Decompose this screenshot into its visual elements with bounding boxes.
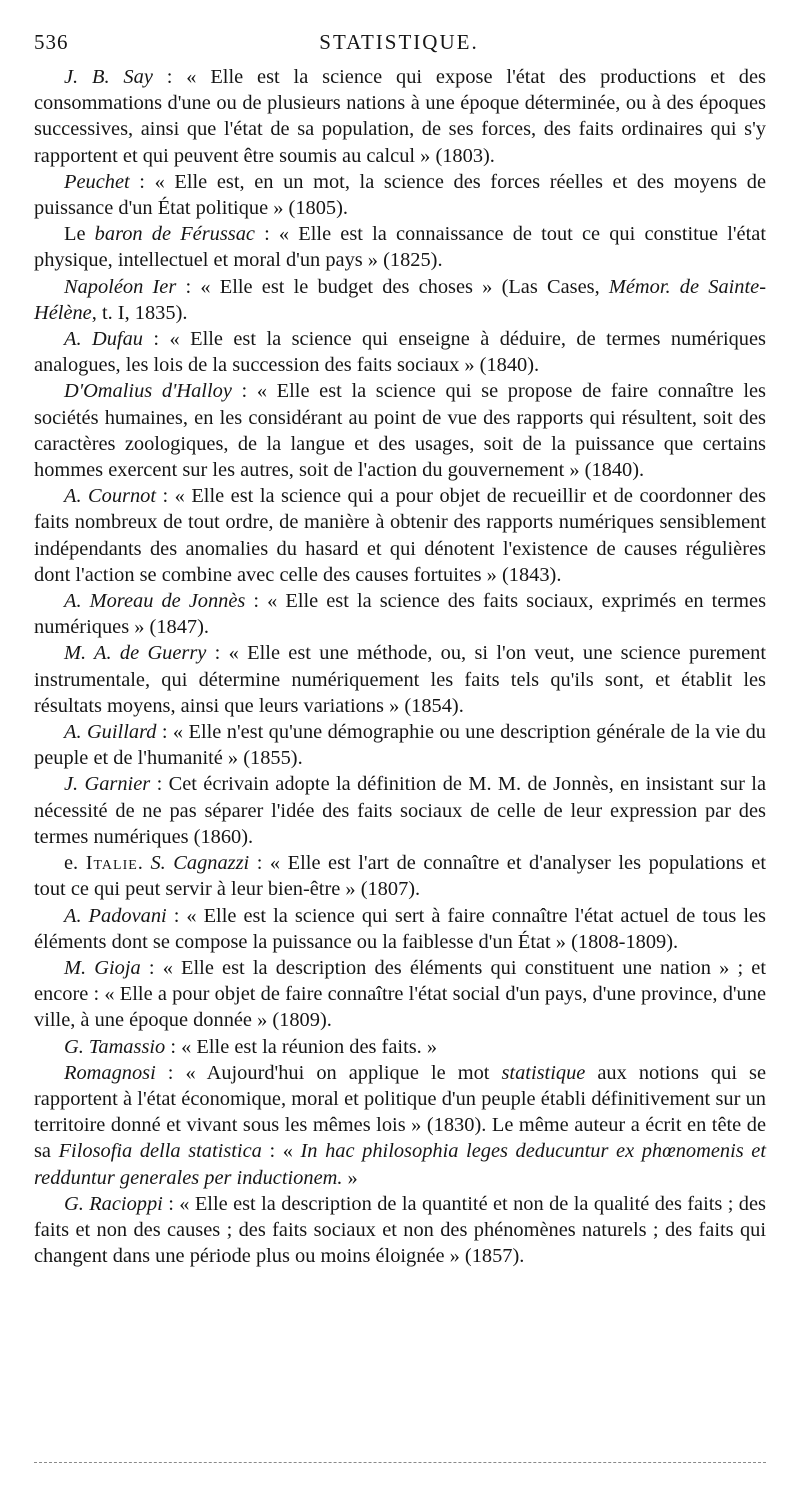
- italic-text: Filosofia della statistica: [58, 1140, 262, 1163]
- entry-text: : « Elle est la science qui enseigne à déduire, de termes numériques analogues, les lois de la succession des faits sociaux » (1840).: [34, 328, 766, 377]
- author-name: G. Tamassio: [64, 1035, 166, 1058]
- author-name: Peuchet: [64, 170, 130, 193]
- author-name: M. A. de Guerry: [64, 642, 207, 665]
- entry-text: e.: [64, 852, 86, 875]
- author-name: A. Cournot: [64, 485, 157, 508]
- definitions-list: [34, 64, 766, 1269]
- entry-text: : « Elle est la description de la quantité et non de la qualité des faits ; des faits et non des causes ; des faits sociaux et non des phénomènes naturels ; des faits qui changent dans une période plus ou moins éloignée » (1857).: [34, 1192, 766, 1268]
- definition-entry: [34, 903, 766, 955]
- section-label: Italie: [85, 852, 138, 875]
- author-name: A. Guillard: [64, 721, 157, 744]
- italic-text: In hac philosophia leges deducuntur ex phœnomenis et redduntur generales per inductionem.: [34, 1140, 766, 1189]
- author-name: J. B. Say: [64, 66, 153, 88]
- entry-text: : « Elle est la science des faits sociaux, exprimés en termes numériques » (1847).: [34, 590, 767, 639]
- author-name: baron de Férussac: [94, 223, 255, 246]
- definition-entry: [34, 719, 766, 771]
- entry-text: : « Aujourd'hui on applique le mot: [155, 1061, 502, 1084]
- entry-text: : « Elle est la description des éléments qui constituent une nation » ; et encore : « Elle a pour objet de faire connaître l'état social d'un pays, d'une province, d'une ville, à une époque donnée » (1809).: [34, 956, 766, 1032]
- definition-entry: [34, 955, 766, 1034]
- definition-entry: [34, 274, 766, 326]
- definition-entry: [34, 1060, 766, 1191]
- entry-text: : « Elle est une méthode, ou, si l'on veut, une science purement instrumentale, qui détermine numériquement les faits tels qu'ils sont, et établit les résultats moyens, ainsi que leurs variations » (1854).: [34, 642, 766, 717]
- entry-text: : «: [261, 1140, 301, 1163]
- definition-entry: [34, 378, 766, 483]
- definition-entry: [34, 771, 766, 850]
- entry-text: : « Elle est la science qui a pour objet de recueillir et de coordonner des faits nombreux de tout ordre, de manière à obtenir des rapports numériques sensiblement indépendants des anomalies du hasard et qui dénotent l'existence de causes régulières dont l'action se combine avec celle des causes fortuites » (1843).: [34, 485, 766, 586]
- author-name: A. Padovani: [64, 904, 167, 927]
- author-name: D'Omalius d'Halloy: [64, 380, 232, 403]
- definition-entry: [34, 588, 766, 640]
- definition-entry: [34, 64, 766, 169]
- definition-entry: [34, 169, 766, 221]
- italic-text: Mémor. de Sainte-Hélène: [34, 275, 767, 324]
- entry-text: : « Elle est la connaissance de tout ce qui constitue l'état physique, intellectuel et moral d'un pays » (1825).: [34, 223, 766, 272]
- definition-entry: [34, 483, 766, 588]
- running-title: STATISTIQUE.: [319, 30, 479, 54]
- definition-entry: [34, 221, 766, 273]
- author-name: J. Garnier: [64, 773, 151, 796]
- author-name: A. Moreau de Jonnès: [64, 590, 246, 613]
- author-name: S. Cagnazzi: [150, 852, 250, 875]
- entry-text: : « Elle est l'art de connaître et d'analyser les populations et tout ce qui peut servir à leur bien-être » (1807).: [34, 852, 766, 901]
- author-name: Napoléon Ier: [64, 275, 177, 298]
- page-header: [34, 30, 764, 58]
- entry-text: »: [342, 1166, 358, 1189]
- definition-entry: [34, 850, 766, 902]
- entry-text: : « Elle est la réunion des faits. »: [165, 1035, 438, 1058]
- definition-entry: [34, 1034, 766, 1060]
- entry-text: : « Elle est la science qui se propose de faire connaître les sociétés humaines, en les considérant au point de vue des rapports qui résultent, soit des caractères zoologiques, de la langue et des usages, soit de la puissance que certains hommes exercent sur les autres, soit de l'action du gouvernement » (1840).: [34, 380, 766, 482]
- author-name: M. Gioja: [64, 956, 141, 979]
- entry-text: : « Elle est le budget des choses » (Las Cases,: [176, 275, 609, 298]
- definition-entry: [34, 640, 766, 719]
- author-name: Romagnosi: [64, 1061, 156, 1084]
- definition-entry: [34, 326, 766, 378]
- author-name: A. Dufau: [64, 328, 143, 351]
- entry-text: : « Elle est la science qui expose l'état des productions et des consommations d'une ou de plusieurs nations à une époque déterminée, ou à des époques successives, ainsi que l'état de sa population, de ses forces, des faits ordinaires qui s'y rapportent et qui peuvent être soumis au calcul » (1803).: [34, 66, 766, 167]
- entry-text: Le: [64, 223, 95, 246]
- author-name: G. Racioppi: [64, 1192, 163, 1215]
- entry-text: , t. I, 1835).: [91, 301, 188, 324]
- definition-entry: [34, 1191, 766, 1270]
- footnote-rule: [34, 1462, 766, 1463]
- entry-text: : Cet écrivain adopte la définition de M. M. de Jonnès, en insistant sur la nécessité de ne pas séparer l'idée des faits sociaux de celle de leur expression par des termes numériques (1860).: [34, 773, 766, 848]
- entry-text: .: [137, 852, 151, 875]
- entry-text: : « Elle est, en un mot, la science des forces réelles et des moyens de puissance d'un État politique » (1805).: [34, 170, 766, 220]
- page-number: 536: [34, 30, 69, 54]
- entry-text: : « Elle n'est qu'une démographie ou une description générale de la vie du peuple et de l'humanité » (1855).: [34, 721, 767, 770]
- entry-text: aux notions qui se rapportent à l'état économique, moral et politique d'un peuple établi définitivement sur un territoire donné et vivant sous les mêmes lois » (1830). Le même auteur a écrit en tête de sa: [34, 1061, 767, 1163]
- entry-text: : « Elle est la science qui sert à faire connaître l'état actuel de tous les éléments dont se compose la puissance ou la faiblesse d'un État » (1808-1809).: [34, 904, 766, 953]
- italic-text: statistique: [501, 1061, 586, 1084]
